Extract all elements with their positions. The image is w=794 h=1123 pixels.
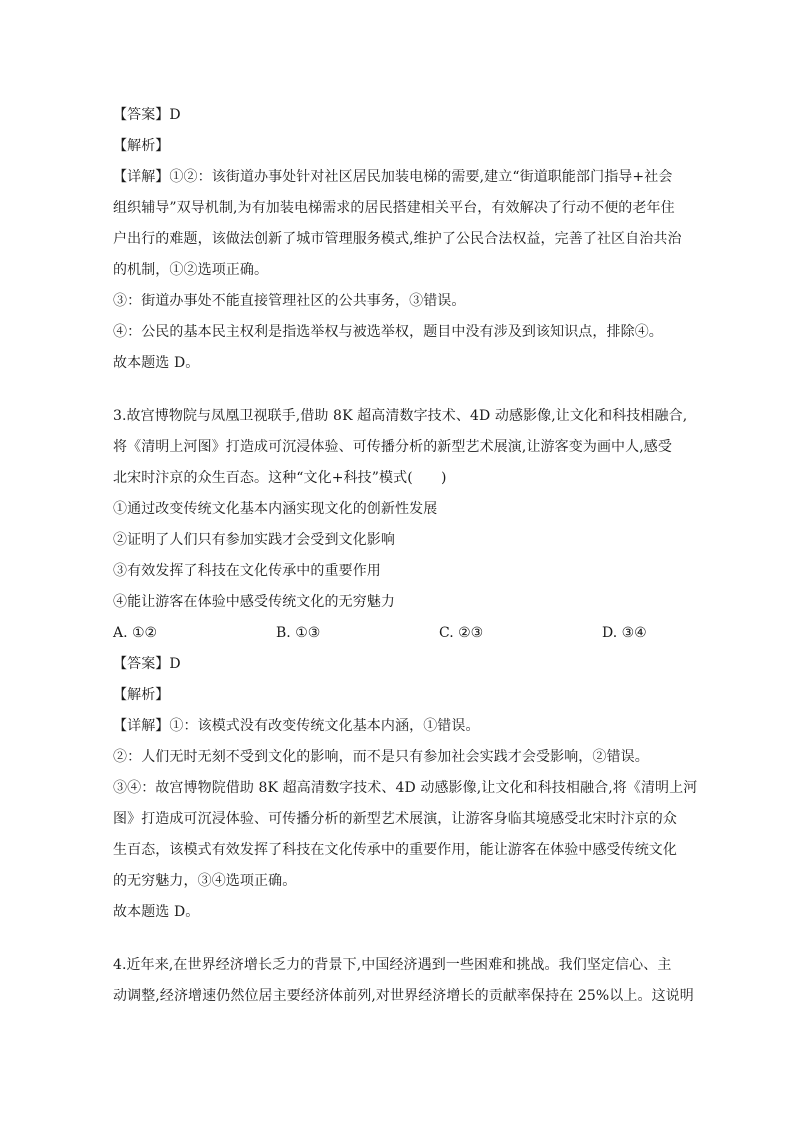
q3-option-d: D. ③④ xyxy=(602,625,647,641)
q2-detail xyxy=(113,162,685,379)
q3-options xyxy=(113,618,685,649)
q2-detail-line: 组织辅导”双导机制,为有加装电梯需求的居民搭建相关平台，有效解决了行动不便的老年住 xyxy=(113,200,675,216)
q3-stem-line: 将《清明上河图》打造成可沉浸体验、可传播分析的新型艺术展演,让游客变为画中人,感受 xyxy=(113,439,672,455)
q4-stem xyxy=(113,950,694,1012)
q3-statement: ③有效发挥了科技在文化传承中的重要作用 xyxy=(113,563,381,579)
q2-detail-line: 户出行的难题，该做法创新了城市管理服务模式,维护了公民合法权益，完善了社区自治共治 xyxy=(113,231,682,247)
q2-detail-line: ④：公民的基本民主权利是指选举权与被选举权，题目中没有涉及到该知识点，排除④。 xyxy=(113,324,663,340)
q3-statement: ④能让游客在体验中感受传统文化的无穷魅力 xyxy=(113,594,395,610)
q3-stem xyxy=(113,401,688,494)
document-page xyxy=(113,100,698,1012)
q3-analysis-label: 【解析】 xyxy=(113,687,170,703)
q3-option-a: A. ①② xyxy=(113,625,158,641)
q3-option-b: B. ①③ xyxy=(276,625,321,641)
q4-stem-line: 动调整,经济增速仍然位居主要经济体前列,对世界经济增长的贡献率保持在 25%以上。这说明 xyxy=(113,988,694,1004)
q3-stem-line: 3.故宫博物院与凤凰卫视联手,借助 8K 超高清数字技术、4D 动感影像,让文化和科技相融合, xyxy=(113,408,688,424)
q4-stem-line: 4.近年来,在世界经济增长乏力的背景下,中国经济遇到一些困难和挑战。我们坚定信心、主 xyxy=(113,957,672,973)
q2-detail-line: 故本题选 D。 xyxy=(113,355,200,371)
q2-detail-line: 【详解】①②：该街道办事处针对社区居民加装电梯的需要,建立“街道职能部门指导+社会 xyxy=(113,169,673,185)
q3-detail-line: 故本题选 D。 xyxy=(113,904,200,920)
q2-analysis-label: 【解析】 xyxy=(113,138,170,154)
q3-stem-line: 北宋时汴京的众生百态。这种“文化+科技”模式( ) xyxy=(113,470,447,486)
q3-option-c: C. ②③ xyxy=(439,625,484,641)
q3-statement: ②证明了人们只有参加实践才会受到文化影响 xyxy=(113,532,395,548)
section-gap xyxy=(113,379,685,401)
q3-statement: ①通过改变传统文化基本内涵实现文化的创新性发展 xyxy=(113,501,438,517)
section-gap xyxy=(113,928,685,950)
q3-answer: 【答案】D xyxy=(113,656,181,672)
q3-detail-line: ③④：故宫博物院借助 8K 超高清数字技术、4D 动感影像,让文化和科技相融合,将《清明上河 xyxy=(113,780,698,796)
q3-detail-line: 生百态，该模式有效发挥了科技在文化传承中的重要作用，能让游客在体验中感受传统文化 xyxy=(113,842,677,858)
q3-statements xyxy=(113,494,685,618)
q2-detail-line: ③：街道办事处不能直接管理社区的公共事务，③错误。 xyxy=(113,293,466,309)
q3-detail-line: 的无穷魅力，③④选项正确。 xyxy=(113,873,297,889)
q3-detail-line: ②：人们无时无刻不受到文化的影响，而不是只有参加社会实践才会受影响，②错误。 xyxy=(113,749,649,765)
q3-detail xyxy=(113,711,698,928)
q3-detail-line: 【详解】①：该模式没有改变传统文化基本内涵，①错误。 xyxy=(113,718,480,734)
q2-detail-line: 的机制，①②选项正确。 xyxy=(113,262,269,278)
q2-answer: 【答案】D xyxy=(113,107,181,123)
q3-detail-line: 图》打造成可沉浸体验、可传播分析的新型艺术展演，让游客身临其境感受北宋时汴京的众 xyxy=(113,811,677,827)
